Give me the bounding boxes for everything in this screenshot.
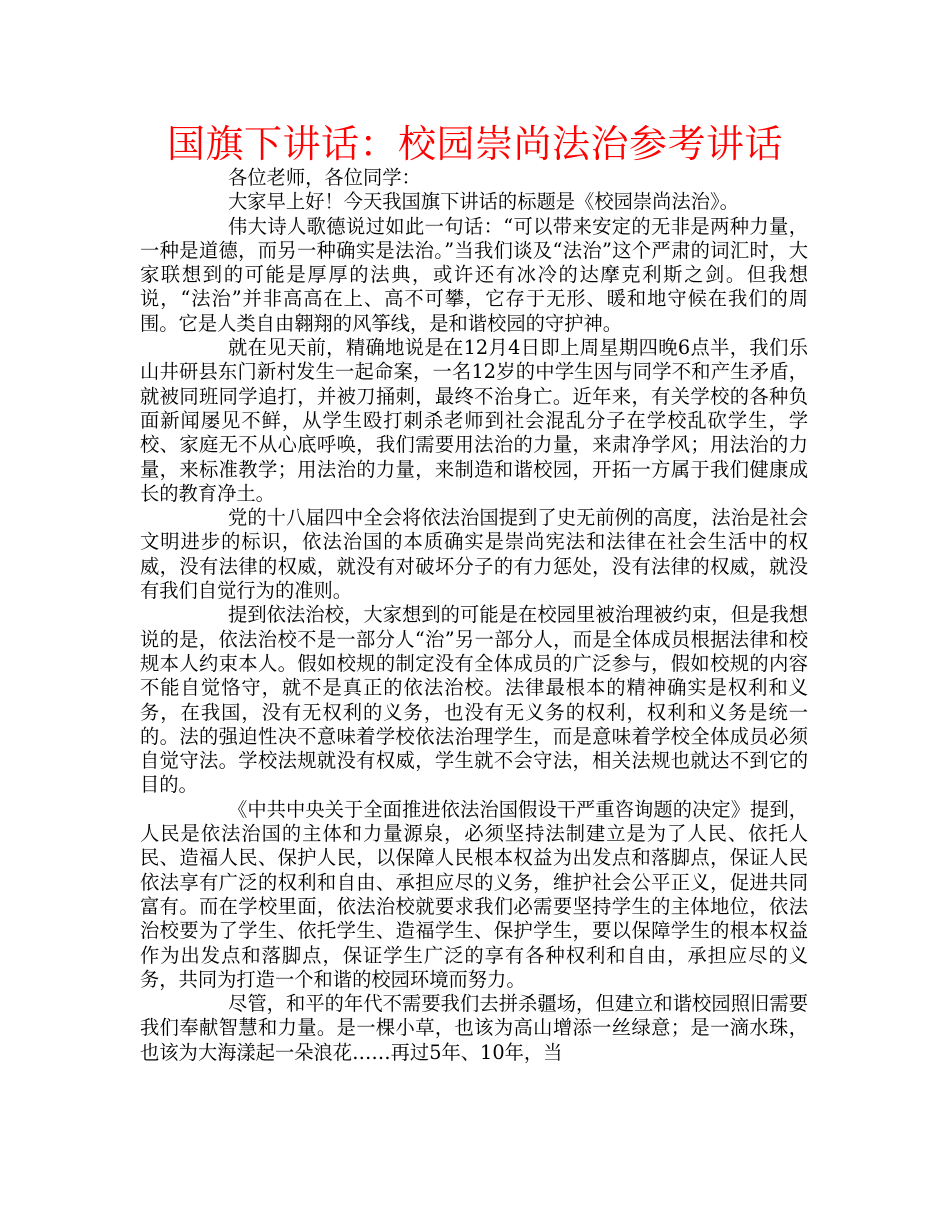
- paragraph-closing: 尽管，和平的年代不需要我们去拼杀疆场，但建立和谐校园照旧需要我们奉献智慧和力量。是一棵小草，也该为高山增添一丝绿意；是一滴水珠，也该为大海漾起一朵浪花……再过5年、10年，当: [140, 992, 808, 1064]
- document-title: 国旗下讲话：校园崇尚法治参考讲话: [166, 122, 783, 166]
- paragraph-central-decision: 《中共中央关于全面推进依法治国假设干严重咨询题的决定》提到，人民是依法治国的主体和力量源泉，必须坚持法制建立是为了人民、依托人民、造福人民、保护人民，以保障人民根本权益为出发点和落脚点，保证人民依法享有广泛的权利和自由、承担应尽的义务，维护社会公平正义，促进共同富有。而在学校里面，依法治校就要求我们必需要坚持学生的主体地位，依法治校要为了学生、依托学生、造福学生、保护学生，要以保障学生的根本权益作为出发点和落脚点，保证学生广泛的享有各种权利和自由，承担应尽的义务，共同为打造一个和谐的校园环境而努力。: [140, 797, 808, 991]
- paragraph-incident: 就在见天前，精确地说是在12月4日即上周星期四晚6点半，我们乐山井研县东门新村发生一起命案，一名12岁的中学生因与同学不和产生矛盾，就被同班同学追打，并被刀捅刺，最终不治身亡。近年来，有关学校的各种负面新闻屡见不鲜，从学生殴打刺杀老师到社会混乱分子在学校乱砍学生，学校、家庭无不从心底呼唤，我们需要用法治的力量，来肃净学风；用法治的力量，来标准教学；用法治的力量，来制造和谐校园，开拓一方属于我们健康成长的教育净土。: [140, 336, 808, 505]
- paragraph-rule-of-school: 提到依法治校，大家想到的可能是在校园里被治理被约束，但是我想说的是，依法治校不是一部分人“治”另一部分人，而是全体成员根据法律和校规本人约束本人。假如校规的制定没有全体成员的广泛参与，假如校规的内容不能自觉恪守，就不是真正的依法治校。法律最根本的精神确实是权利和义务，在我国，没有无权利的义务，也没有无义务的权利，权利和义务是统一的。法的强迫性决不意味着学校依法治理学生，而是意味着学校全体成员必须自觉守法。学校法规就没有权威，学生就不会守法，相关法规也就达不到它的目的。: [140, 603, 808, 797]
- paragraph-intro: 大家早上好！今天我国旗下讲话的标题是《校园崇尚法治》。: [228, 190, 739, 214]
- paragraph-goethe: 伟大诗人歌德说过如此一句话：“可以带来安定的无非是两种力量，一种是道德，而另一种确实是法治。”当我们谈及“法治”这个严肃的词汇时，大家联想到的可能是厚厚的法典，或许还有冰冷的达摩克利斯之剑。但我想说，“法治”并非高高在上、高不可攀，它存于无形、暖和地守候在我们的周围。它是人类自由翱翔的风筝线，是和谐校园的守护神。: [140, 214, 808, 335]
- document-body: [140, 166, 808, 1065]
- paragraph-party-plenum: 党的十八届四中全会将依法治国提到了史无前例的高度，法治是社会文明进步的标识，依法治国的本质确实是崇尚宪法和法律在社会生活中的权威，没有法律的权威，就没有对破坏分子的有力惩处，没有法律的权威，就没有我们自觉行为的准则。: [140, 506, 808, 603]
- paragraph-greeting: 各位老师，各位同学：: [228, 166, 421, 189]
